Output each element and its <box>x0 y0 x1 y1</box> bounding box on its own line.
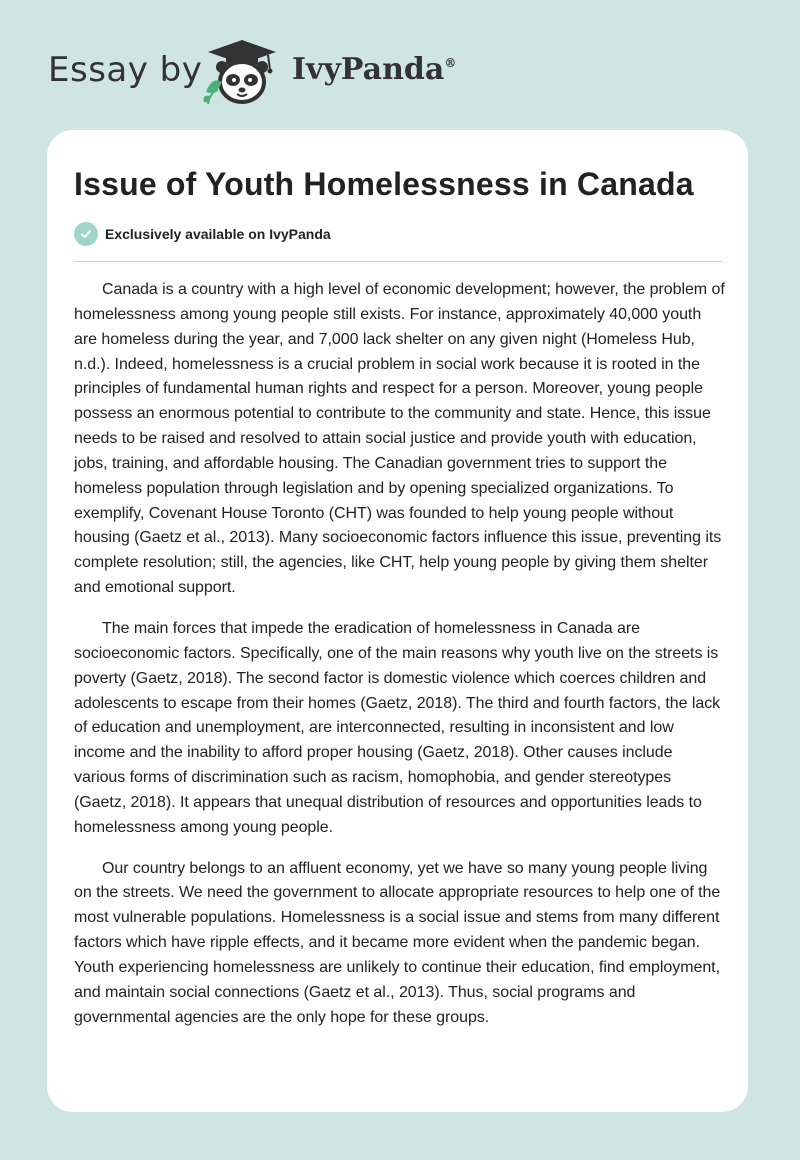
exclusive-badge <box>74 222 331 246</box>
paragraph-2: The main forces that impede the eradication of homelessness in Canada are socioeconomic factors. Specifically, one of the main reasons why youth live on the streets is poverty (Gaetz, 2018). The second factor is domestic violence which coerces children and adolescents to escape from their homes (Gaetz, 2018). The third and fourth factors, the lack of education and unemployment, are interconnected, resulting in inconsistent and low income and the inability to afford proper housing (Gaetz, 2018). Other causes include various forms of discrimination such as racism, homophobia, and gender stereotypes (Gaetz, 2018). It appears that unequal distribution of resources and opportunities leads to homelessness among young people. <box>74 619 721 836</box>
badge-label: Exclusively available on IvyPanda <box>105 226 331 242</box>
panda-graduate-logo-icon[interactable] <box>200 36 284 108</box>
paragraph-1: Canada is a country with a high level of economic development; however, the problem of homelessness among young people still exists. For instance, approximately 40,000 youth are homeless during the year, and 7,000 lack shelter on any given night (Homeless Hub, n.d.). Indeed, homelessness is a crucial problem in social work because it is rooted in the principles of fundamental human rights and respect for a person. Moreover, young people possess an enormous potential to contribute to the community and state. Hence, this issue needs to be raised and resolved to attain social justice and provide youth with education, jobs, training, and affordable housing. The Canadian government tries to support the homeless population through legislation and by opening specialized organizations. To exemplify, Covenant House Toronto (CHT) was founded to help young people without housing (Gaetz et al., 2013). Many socioeconomic factors influence this issue, preventing its complete resolution; still, the agencies, like CHT, help young people by giving them shelter and emotional support. <box>74 281 725 597</box>
checkmark-icon <box>74 222 98 246</box>
registered-mark: ® <box>444 56 457 70</box>
paragraph-3: Our country belongs to an affluent economy, yet we have so many young people living on the streets. We need the government to allocate appropriate resources to help one of the most vulnerable populations. Homelessness is a social issue and stems from many different factors which have ripple effects, and it became more evident when the pandemic began. Youth experiencing homelessness are unlikely to continue their education, find employment, and maintain social connections (Gaetz et al., 2013). Thus, social programs and governmental agencies are the only hope for these groups. <box>74 859 721 1026</box>
page-title: Issue of Youth Homelessness in Canada <box>74 166 694 202</box>
essay-body <box>74 278 726 1046</box>
essay-card <box>47 130 748 1112</box>
brand-text: IvyPanda <box>292 52 445 87</box>
divider <box>74 261 723 262</box>
site-header <box>0 0 800 120</box>
brand-name[interactable] <box>292 52 456 87</box>
essay-by-label: Essay by <box>48 50 203 90</box>
